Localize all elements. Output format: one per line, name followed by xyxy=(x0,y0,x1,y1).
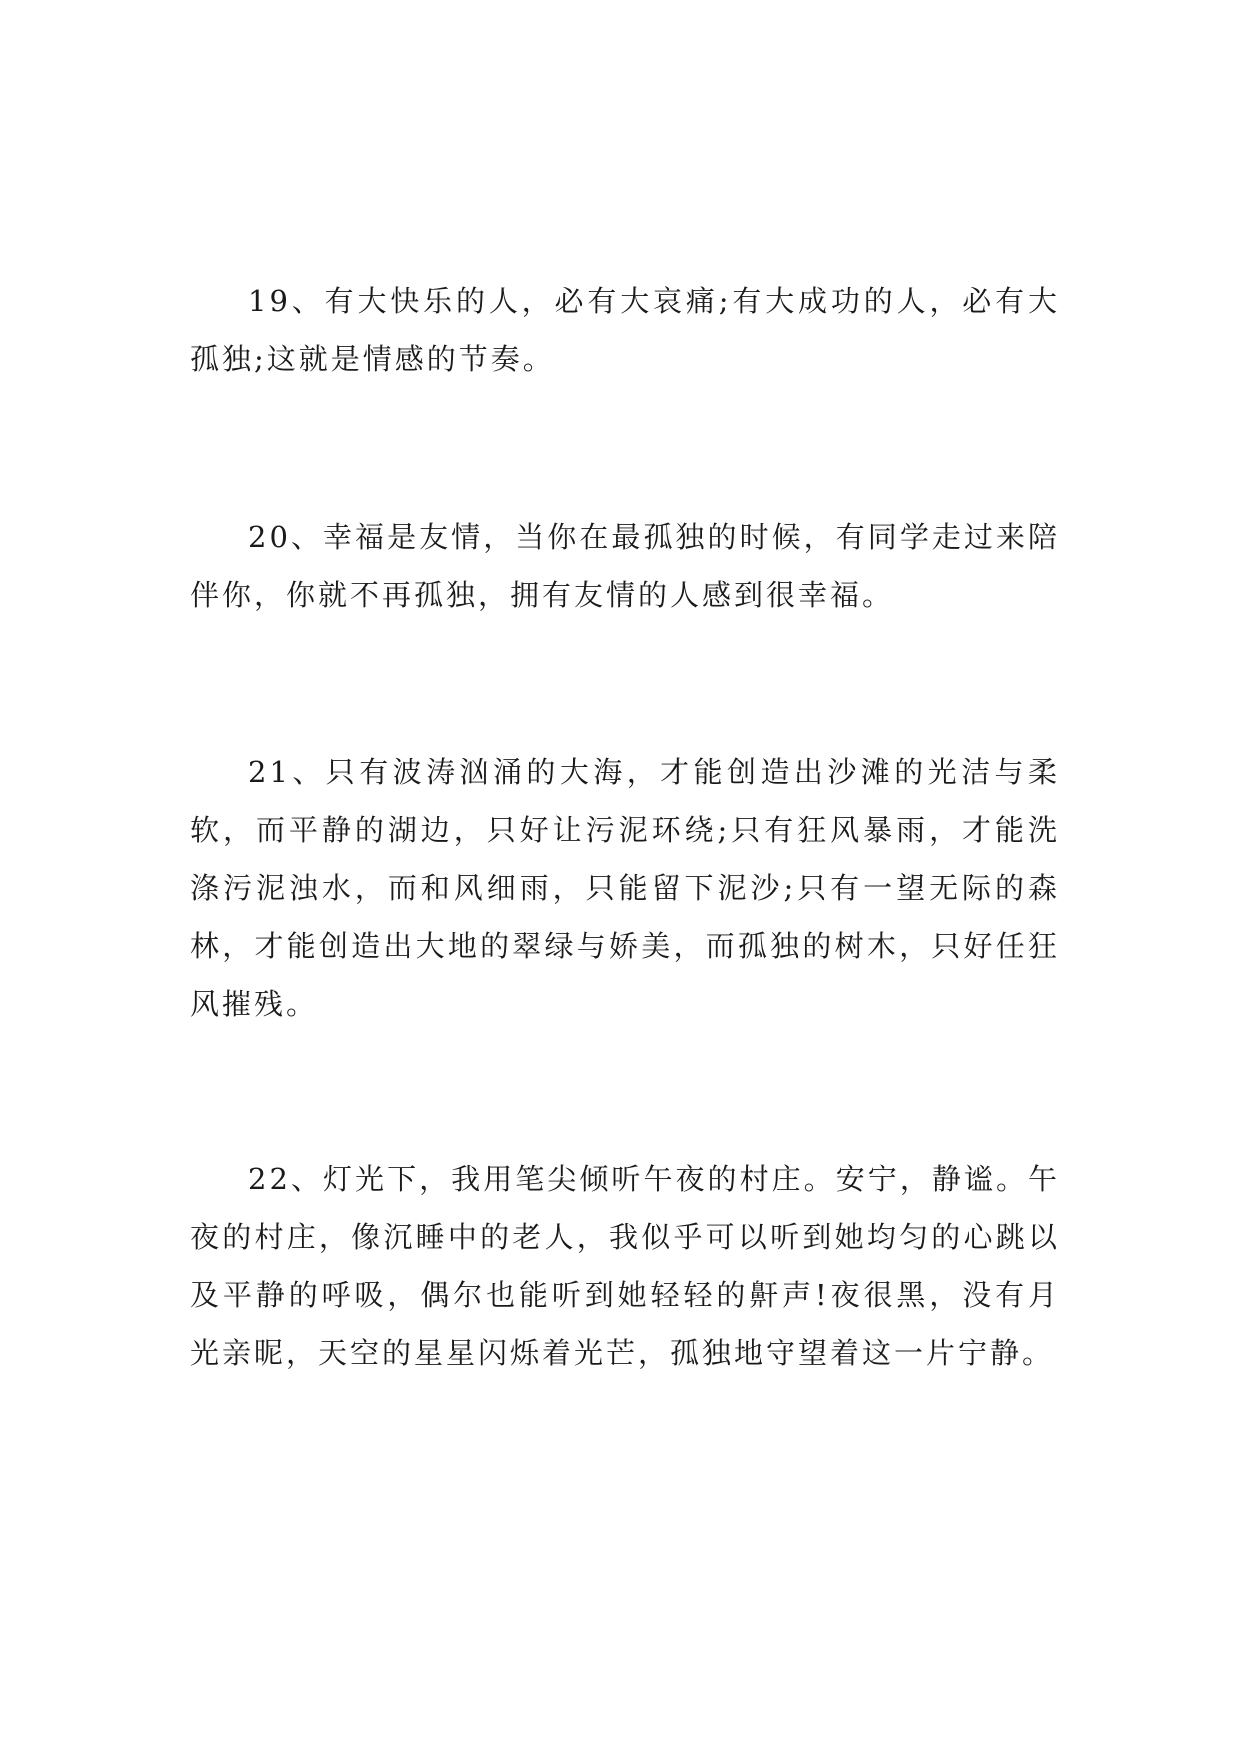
paragraph-22: 22、灯光下，我用笔尖倾听午夜的村庄。安宁，静谧。午夜的村庄，像沉睡中的老人，我似乎可以听到她均匀的心跳以及平静的呼吸，偶尔也能听到她轻轻的鼾声!夜很黑，没有月光亲昵，天空的星星闪烁着光芒，孤独地守望着这一片宁静。 xyxy=(190,1162,1060,1370)
paragraph-20: 20、幸福是友情，当你在最孤独的时候，有同学走过来陪伴你，你就不再孤独，拥有友情的人感到很幸福。 xyxy=(190,520,1060,612)
paragraph-21: 21、只有波涛汹涌的大海，才能创造出沙滩的光洁与柔软，而平静的湖边，只好让污泥环绕;只有狂风暴雨，才能洗涤污泥浊水，而和风细雨，只能留下泥沙;只有一望无际的森林，才能创造出大地的翠绿与娇美，而孤独的树木，只好任狂风摧残。 xyxy=(190,755,1060,1021)
paragraph-19: 19、有大快乐的人，必有大哀痛;有大成功的人，必有大孤独;这就是情感的节奏。 xyxy=(190,284,1060,376)
